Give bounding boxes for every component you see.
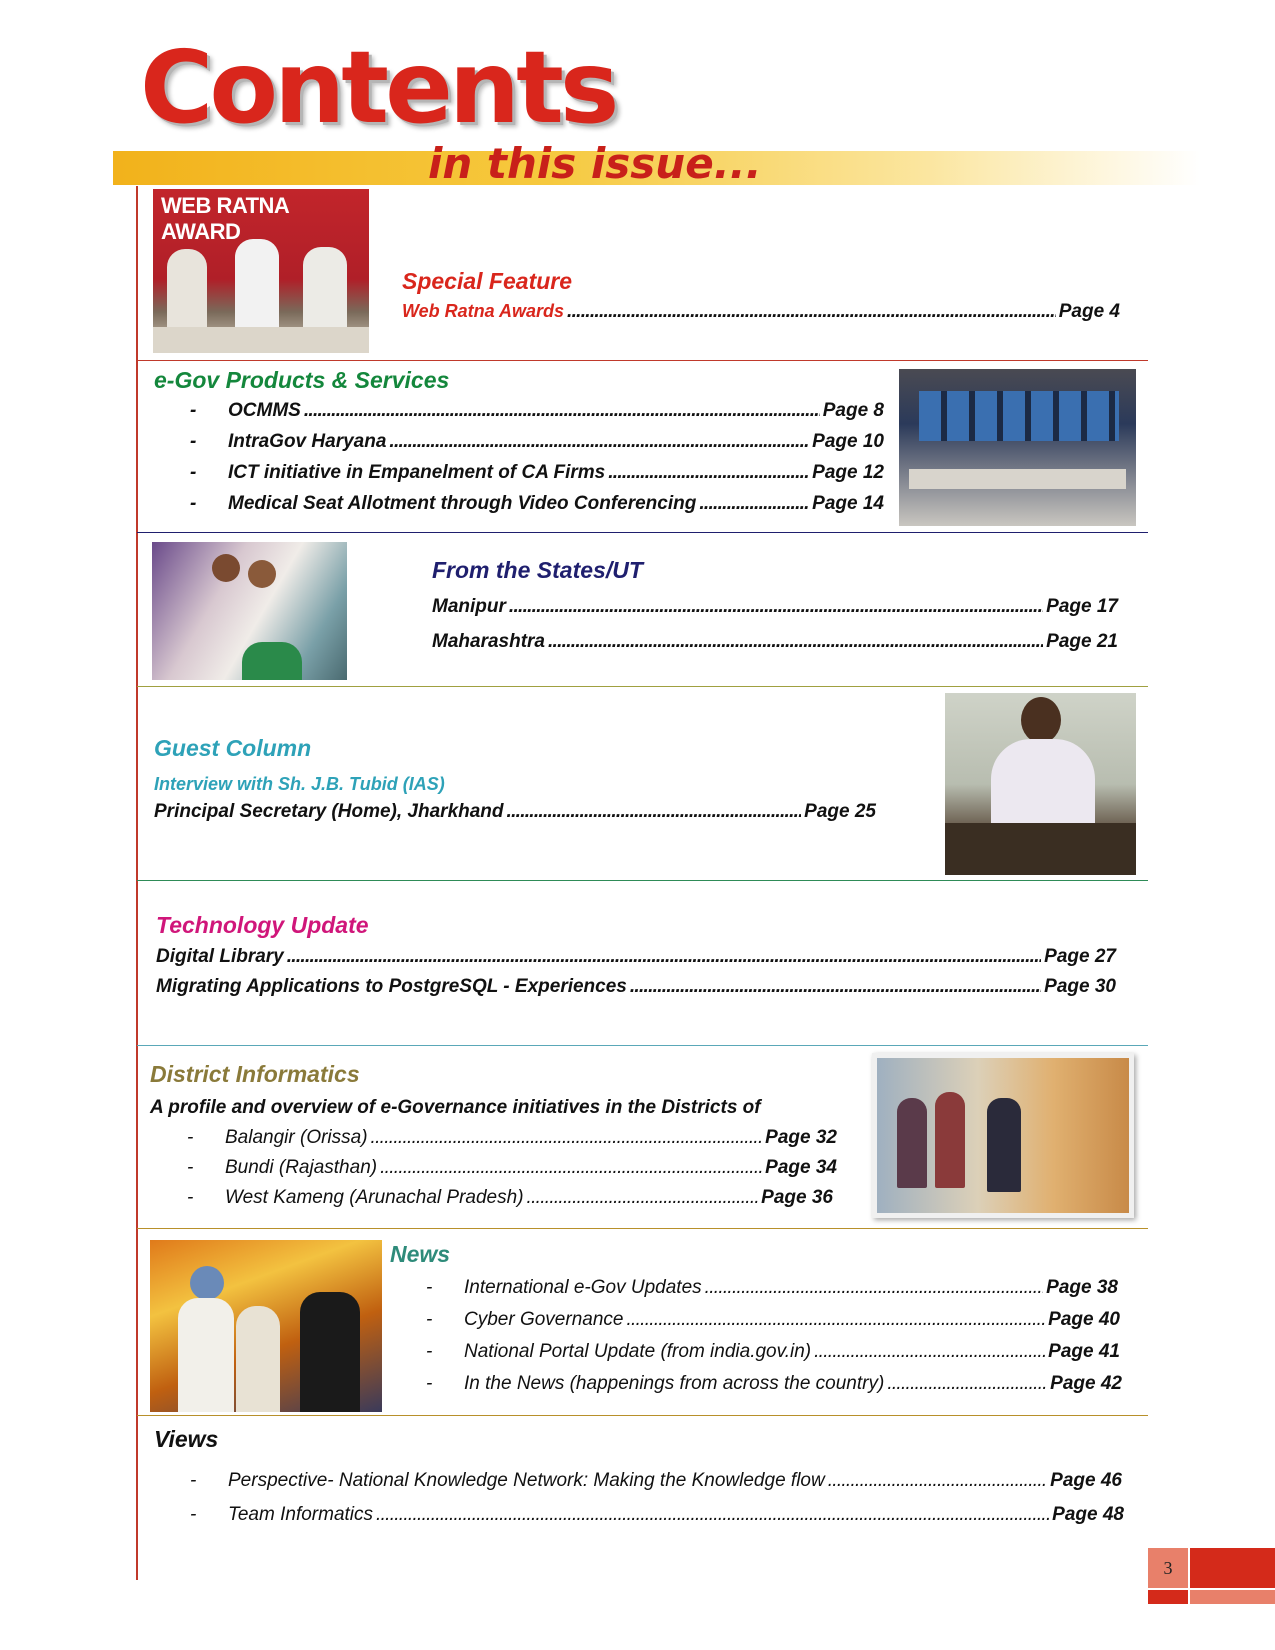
dot-leader	[699, 493, 809, 515]
section-heading-district: District Informatics	[150, 1061, 360, 1087]
toc-page: Page 14	[812, 493, 884, 514]
district-counter-photo	[872, 1053, 1134, 1218]
dot-leader	[814, 1341, 1045, 1363]
toc-label: West Kameng (Arunachal Pradesh)	[225, 1187, 524, 1208]
dash: -	[190, 493, 197, 514]
divider	[137, 532, 1148, 533]
guest-subheading: Interview with Sh. J.B. Tubid (IAS)	[154, 774, 445, 794]
dash: -	[426, 1341, 433, 1362]
toc-label: Team Informatics	[228, 1504, 374, 1525]
dash: -	[187, 1187, 194, 1208]
dot-leader	[507, 801, 802, 823]
toc-page: Page 10	[812, 431, 884, 452]
toc-page: Page 21	[1046, 631, 1118, 652]
dash: -	[190, 431, 197, 452]
toc-page: Page 42	[1050, 1373, 1122, 1394]
toc-label: Bundi (Rajasthan)	[225, 1157, 378, 1178]
divider	[137, 1228, 1148, 1229]
divider	[137, 880, 1148, 881]
toc-page: Page 8	[822, 400, 884, 421]
divider	[137, 1415, 1148, 1416]
page-number: 3	[1148, 1548, 1188, 1588]
section-heading-egov: e-Gov Products & Services	[154, 367, 450, 393]
section-heading-guest: Guest Column	[154, 735, 312, 761]
person-head	[190, 1266, 224, 1300]
toc-label: Perspective- National Knowledge Network: Making the Knowledge flow	[228, 1470, 825, 1491]
toc-page: Page 4	[1058, 301, 1120, 322]
toc-label: In the News (happenings from across the country)	[464, 1373, 885, 1394]
dot-leader	[509, 596, 1043, 618]
page-subtitle: in this issue...	[428, 139, 762, 188]
toc-entry[interactable]	[190, 1504, 1124, 1526]
toc-label: Digital Library	[156, 946, 284, 967]
toc-label: Maharashtra	[432, 631, 545, 652]
toc-page: Page 34	[765, 1157, 837, 1178]
web-ratna-award-photo	[153, 189, 369, 353]
dot-leader	[389, 431, 809, 453]
section-heading-tech: Technology Update	[156, 912, 369, 938]
dash: -	[187, 1127, 194, 1148]
dash: -	[426, 1373, 433, 1394]
video-wall	[919, 391, 1119, 441]
dot-leader	[304, 400, 820, 422]
toc-entry[interactable]	[187, 1127, 837, 1149]
person-head	[212, 554, 240, 582]
toc-entry[interactable]	[156, 976, 1116, 998]
toc-label: Web Ratna Awards	[402, 301, 565, 321]
toc-entry[interactable]	[426, 1373, 1122, 1395]
dash: -	[190, 462, 197, 483]
dot-leader	[548, 631, 1043, 653]
toc-label: Medical Seat Allotment through Video Conferencing	[228, 493, 697, 514]
toc-entry[interactable]	[187, 1157, 837, 1179]
toc-label: Principal Secretary (Home), Jharkhand	[154, 801, 504, 822]
person-figure	[235, 239, 279, 331]
dot-leader	[527, 1187, 759, 1209]
toc-label: IntraGov Haryana	[228, 431, 387, 452]
toc-label: Migrating Applications to PostgreSQL - Experiences	[156, 976, 627, 997]
person-figure	[987, 1098, 1021, 1192]
divider	[137, 1045, 1148, 1046]
dot-leader	[705, 1277, 1044, 1299]
toc-page: Page 36	[761, 1187, 833, 1208]
toc-entry[interactable]	[426, 1309, 1120, 1331]
person-head	[248, 560, 276, 588]
person-figure	[167, 249, 207, 329]
section-heading-views: Views	[154, 1426, 219, 1452]
dot-leader	[887, 1373, 1047, 1395]
page-title: Contents	[140, 29, 616, 146]
toc-page: Page 48	[1052, 1504, 1124, 1525]
desk	[909, 469, 1126, 489]
dash: -	[190, 1504, 197, 1525]
toc-page: Page 32	[765, 1127, 837, 1148]
toc-page: Page 30	[1044, 976, 1116, 997]
toc-entry[interactable]	[190, 462, 884, 484]
person-shirt	[991, 739, 1095, 835]
dot-leader	[380, 1157, 762, 1179]
divider	[137, 686, 1148, 687]
toc-entry[interactable]	[432, 631, 1118, 653]
toc-page: Page 12	[812, 462, 884, 483]
guest-portrait-photo	[945, 693, 1136, 875]
divider	[137, 360, 1148, 361]
dash: -	[426, 1309, 433, 1330]
toc-label: Balangir (Orissa)	[225, 1127, 368, 1148]
person-figure	[935, 1092, 965, 1188]
toc-entry[interactable]	[154, 801, 876, 823]
toc-page: Page 41	[1048, 1341, 1120, 1362]
states-photo	[152, 542, 347, 680]
toc-page: Page 17	[1046, 596, 1118, 617]
dot-leader	[376, 1504, 1049, 1526]
table-front	[153, 327, 369, 353]
page-corner-block	[1148, 1590, 1188, 1604]
page-corner-block	[1190, 1590, 1275, 1604]
toc-label: International e-Gov Updates	[464, 1277, 702, 1298]
dot-leader	[371, 1127, 763, 1149]
toc-entry[interactable]	[187, 1187, 833, 1209]
section-heading-news: News	[390, 1241, 451, 1267]
toc-page: Page 46	[1050, 1470, 1122, 1491]
dot-leader	[630, 976, 1041, 998]
dash: -	[190, 1470, 197, 1491]
person-head	[1021, 697, 1061, 743]
dot-leader	[287, 946, 1041, 968]
toc-entry[interactable]	[156, 946, 1116, 968]
toc-entry[interactable]	[426, 1277, 1118, 1299]
person-figure	[236, 1306, 280, 1412]
person-figure	[300, 1292, 360, 1412]
person-figure	[178, 1298, 234, 1412]
section-heading-states: From the States/UT	[432, 557, 643, 583]
toc-entry-web-ratna[interactable]	[402, 301, 1120, 323]
page-corner-block	[1190, 1548, 1275, 1588]
toc-label: ICT initiative in Empanelment of CA Firms	[228, 462, 606, 483]
person-figure	[242, 642, 302, 680]
dash: -	[190, 400, 197, 421]
toc-entry[interactable]	[426, 1341, 1120, 1363]
left-rule	[136, 186, 138, 1580]
toc-page: Page 27	[1044, 946, 1116, 967]
desk	[945, 823, 1136, 875]
district-intro: A profile and overview of e-Governance initiatives in the Districts of	[150, 1097, 761, 1118]
person-figure	[897, 1098, 927, 1188]
toc-entry[interactable]	[190, 1470, 1122, 1492]
dash: -	[187, 1157, 194, 1178]
toc-page: Page 25	[804, 801, 876, 822]
toc-entry[interactable]	[190, 400, 884, 422]
toc-entry[interactable]	[432, 596, 1118, 618]
photo-banner-text: WEB RATNA AWARD	[161, 193, 289, 244]
toc-page: Page 40	[1048, 1309, 1120, 1330]
news-award-photo	[150, 1240, 382, 1412]
person-figure	[303, 247, 347, 333]
section-heading-special-feature: Special Feature	[402, 268, 573, 294]
dot-leader	[608, 462, 809, 484]
dot-leader	[828, 1470, 1047, 1492]
toc-label: Manipur	[432, 596, 506, 617]
toc-entry[interactable]	[190, 493, 884, 515]
dot-leader	[567, 301, 1056, 323]
toc-label: Cyber Governance	[464, 1309, 624, 1330]
toc-label: National Portal Update (from india.gov.in)	[464, 1341, 812, 1362]
toc-entry[interactable]	[190, 431, 884, 453]
toc-page: Page 38	[1046, 1277, 1118, 1298]
toc-label: OCMMS	[228, 400, 301, 421]
control-room-photo	[899, 369, 1136, 526]
dash: -	[426, 1277, 433, 1298]
dot-leader	[626, 1309, 1045, 1331]
